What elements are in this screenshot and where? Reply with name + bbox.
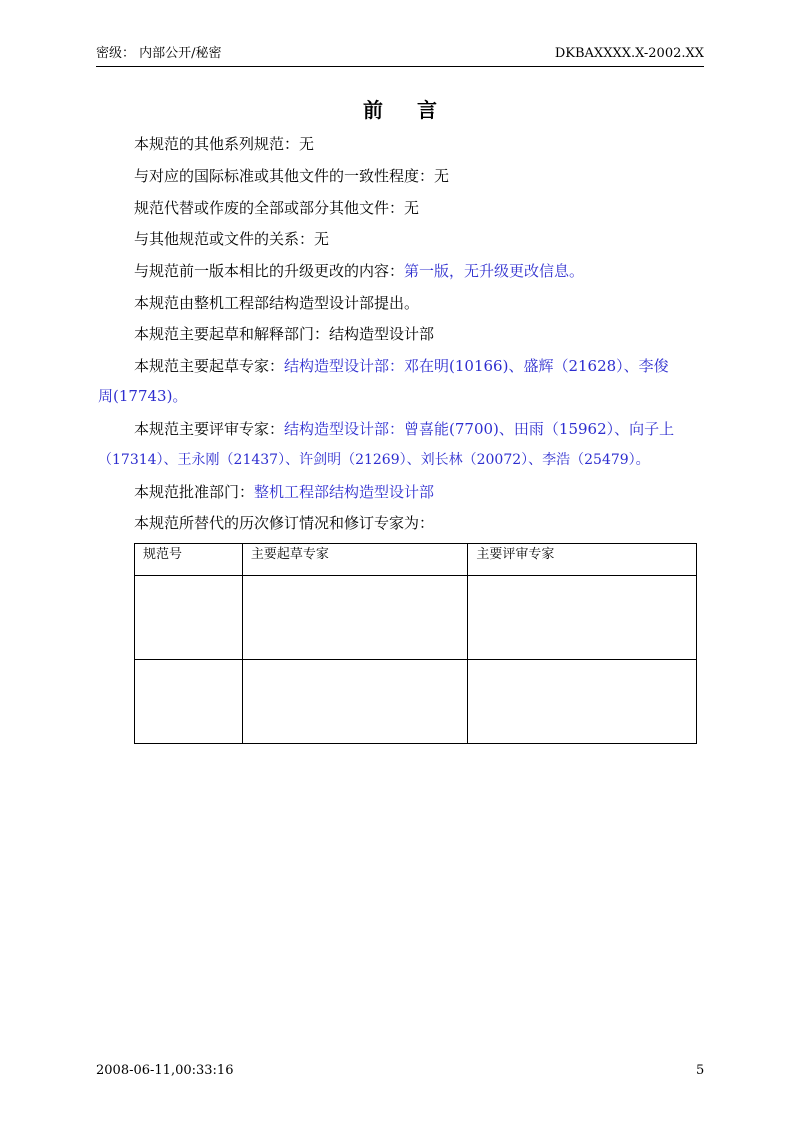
table-cell [468, 660, 697, 744]
table-cell [242, 660, 468, 744]
drafters-label: 本规范主要起草专家： [134, 357, 285, 375]
document-number: DKBAXXXX.X-2002.XX [554, 46, 704, 61]
header-main-drafters: 主要起草专家 [242, 544, 468, 576]
drafters-list-continued: 周(17743)。 [98, 387, 188, 405]
paragraph-proposer: 本规范由整机工程部结构造型设计部提出。 [134, 294, 420, 312]
upgrade-label: 与规范前一版本相比的升级更改的内容： [134, 262, 405, 280]
page-header [96, 44, 704, 64]
drafters-list: 结构造型设计部：邓在明(10166)、盛辉（21628）、李俊 [284, 357, 669, 375]
table-row [135, 576, 697, 660]
upgrade-value: 第一版，无升级更改信息。 [404, 262, 585, 280]
approval-value: 整机工程部结构造型设计部 [254, 483, 435, 501]
paragraph-consistency: 与对应的国际标准或其他文件的一致性程度：无 [134, 167, 450, 185]
header-spec-number: 规范号 [135, 544, 243, 576]
classification-label: 密级： 内部公开/秘密 [96, 46, 222, 61]
page-title: 前言 [363, 98, 471, 122]
table-header-row [135, 544, 697, 576]
table-cell [135, 576, 243, 660]
paragraph-replace: 规范代替或作废的全部或部分其他文件：无 [134, 199, 420, 217]
approval-label: 本规范批准部门： [134, 483, 255, 501]
reviewers-list: 结构造型设计部：曾喜能(7700)、田雨（15962）、向子上 [284, 420, 675, 438]
paragraph-drafters [134, 356, 669, 376]
table-cell [242, 576, 468, 660]
paragraph-reviewers [134, 419, 674, 439]
paragraph-upgrade [134, 261, 584, 281]
table-cell [135, 660, 243, 744]
header-main-reviewers: 主要评审专家 [468, 544, 697, 576]
page-number: 5 [696, 1063, 705, 1078]
footer-timestamp: 2008-06-11,00:33:16 [96, 1063, 234, 1078]
paragraph-history-intro: 本规范所替代的历次修订情况和修订专家为： [134, 514, 435, 532]
reviewers-label: 本规范主要评审专家： [134, 420, 285, 438]
paragraph-other-series: 本规范的其他系列规范：无 [134, 135, 315, 153]
revision-history-table [134, 543, 697, 744]
table-cell [468, 576, 697, 660]
table-row [135, 660, 697, 744]
reviewers-list-continued: （17314）、王永刚（21437）、许剑明（21269）、刘长林（20072）、李浩（25479）。 [98, 452, 650, 468]
paragraph-drafting-dept: 本规范主要起草和解释部门：结构造型设计部 [134, 325, 435, 343]
paragraph-relation: 与其他规范或文件的关系：无 [134, 230, 330, 248]
header-divider [96, 66, 704, 67]
paragraph-approval [134, 482, 434, 502]
